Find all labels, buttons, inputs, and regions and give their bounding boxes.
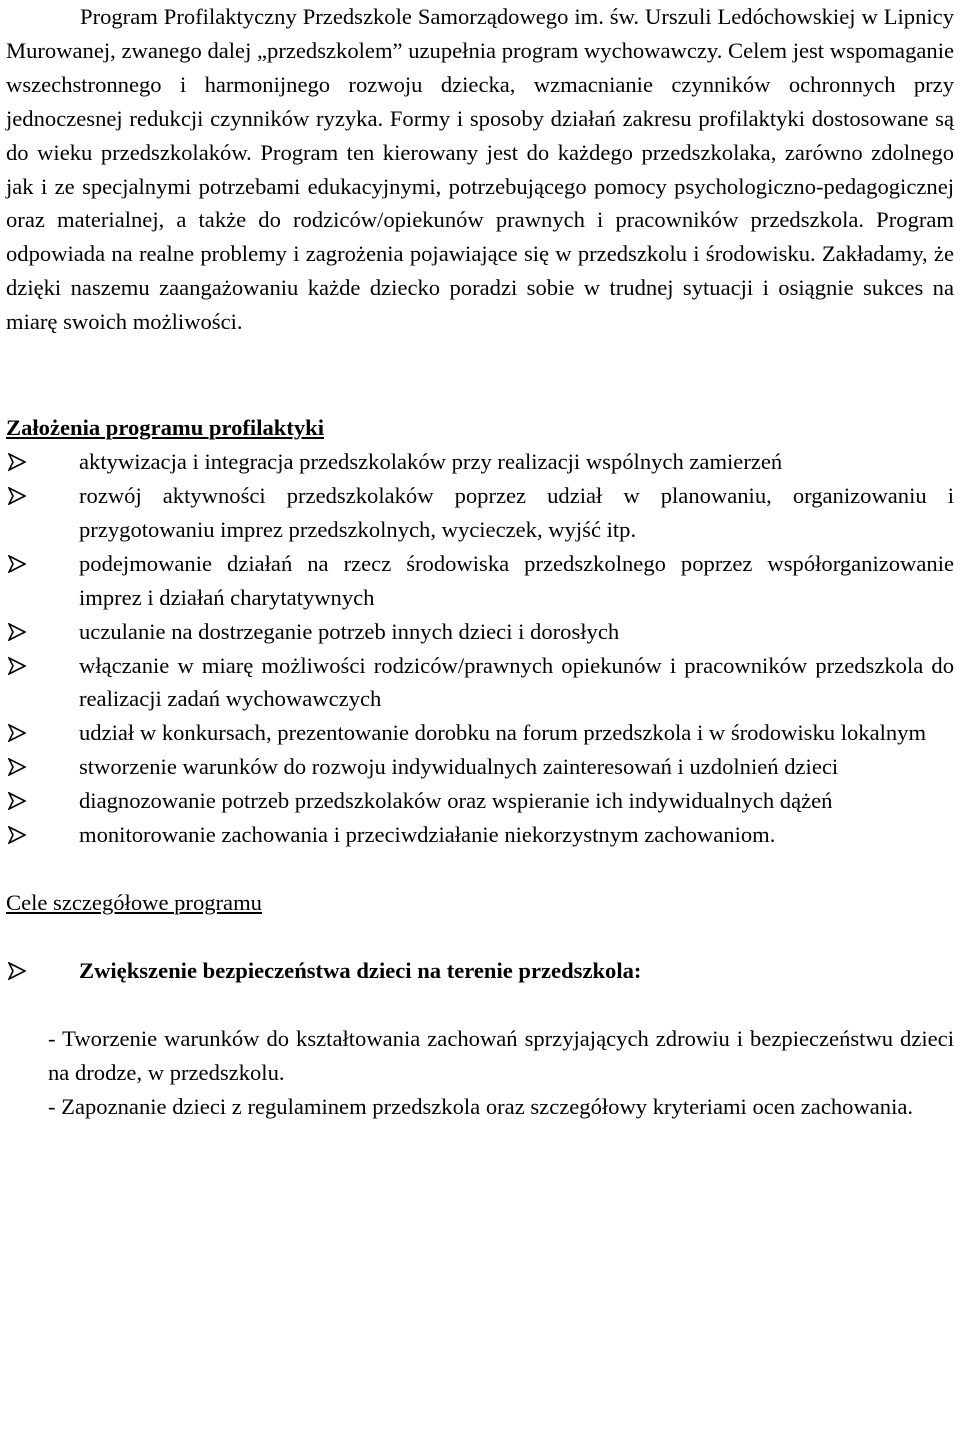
list-item-text: włączanie w miarę możliwości rodziców/prawnych opiekunów i pracowników przedszkola do realizacji zadań wychowawczych <box>79 652 954 712</box>
list-item <box>6 547 954 615</box>
arrow-bullet-icon <box>8 487 26 505</box>
list-item <box>6 649 954 717</box>
intro-paragraph <box>6 0 954 339</box>
list-item <box>6 818 954 852</box>
assumptions-heading <box>6 411 954 445</box>
arrow-bullet-icon <box>8 453 26 471</box>
list-item <box>6 615 954 649</box>
spacer <box>6 988 954 1022</box>
list-item-text: uczulanie na dostrzeganie potrzeb innych dzieci i dorosłych <box>79 618 620 644</box>
assumptions-heading-text: Założenia programu profilaktyki <box>6 415 325 441</box>
document-page <box>6 0 954 1124</box>
spacer <box>6 920 954 954</box>
arrow-bullet-icon <box>8 826 26 844</box>
arrow-bullet-icon <box>8 962 26 980</box>
goal-item <box>6 954 954 988</box>
goal-point: - Tworzenie warunków do kształtowania zachowań sprzyjających zdrowiu i bezpieczeństwu dzieci na drodze, w przedszkolu. <box>48 1025 954 1085</box>
assumptions-list <box>6 445 954 852</box>
arrow-bullet-icon <box>8 555 26 573</box>
spacer <box>6 852 954 886</box>
arrow-bullet-icon <box>8 623 26 641</box>
list-item-text: udział w konkursach, prezentowanie dorobku na forum przedszkola i w środowisku lokalnym <box>79 720 927 746</box>
spacer <box>6 339 954 411</box>
list-item-text: diagnozowanie potrzeb przedszkolaków oraz wspieranie ich indywidualnych dążeń <box>79 788 833 814</box>
arrow-bullet-icon <box>8 657 26 675</box>
goals-heading-text: Cele szczegółowe programu <box>6 889 262 915</box>
list-item-text: rozwój aktywności przedszkolaków poprzez udział w planowaniu, organizowaniu i przygotowaniu imprez przedszkolnych, wycieczek, wyjść itp. <box>79 482 954 542</box>
list-item-text: aktywizacja i integracja przedszkolaków przy realizacji wspólnych zamierzeń <box>79 449 783 475</box>
goal-point: - Zapoznanie dzieci z regulaminem przedszkola oraz szczegółowy kryteriami ocen zachowania. <box>48 1093 914 1119</box>
list-item <box>6 750 954 784</box>
list-item <box>6 445 954 479</box>
intro-text: Program Profilaktyczny Przedszkole Samorządowego im. św. Urszuli Ledóchowskiej w Lipnicy Murowanej, zwanego dalej „przedszkolem” uzupełnia program wychowawczy. Celem jest wspomaganie wszechstronnego i harmonijnego rozwoju dziecka, wzmacnianie czynników ochronnych przy jednoczesnej redukcji czynników ryzyka. Formy i sposoby działań zakresu profilaktyki dostosowane są do wieku przedszkolaków. Program ten kierowany jest do każdego przedszkolaka, zarówno zdolnego jak i ze specjalnymi potrzebami edukacyjnymi, potrzebującego pomocy psychologiczno-pedagogicznej oraz materialnej, a także do rodziców/opiekunów prawnych i pracowników przedszkola. Program odpowiada na realne problemy i zagrożenia pojawiające się w przedszkolu i środowisku. Zakładamy, że dzięki naszemu zaangażowaniu każde dziecko poradzi sobie w trudnej sytuacji i osiągnie sukces na miarę swoich możliwości. <box>6 4 954 335</box>
goal-item-title: Zwiększenie bezpieczeństwa dzieci na terenie przedszkola: <box>79 957 642 983</box>
goals-heading <box>6 886 954 920</box>
list-item <box>6 716 954 750</box>
arrow-bullet-icon <box>8 724 26 742</box>
list-item <box>6 479 954 547</box>
arrow-bullet-icon <box>8 792 26 810</box>
list-item-text: podejmowanie działań na rzecz środowiska przedszkolnego poprzez współorganizowanie imprez i działań charytatywnych <box>79 550 954 610</box>
arrow-bullet-icon <box>8 758 26 776</box>
list-item-text: stworzenie warunków do rozwoju indywidualnych zainteresowań i uzdolnień dzieci <box>79 754 839 780</box>
list-item-text: monitorowanie zachowania i przeciwdziałanie niekorzystnym zachowaniom. <box>79 822 776 848</box>
list-item <box>6 784 954 818</box>
